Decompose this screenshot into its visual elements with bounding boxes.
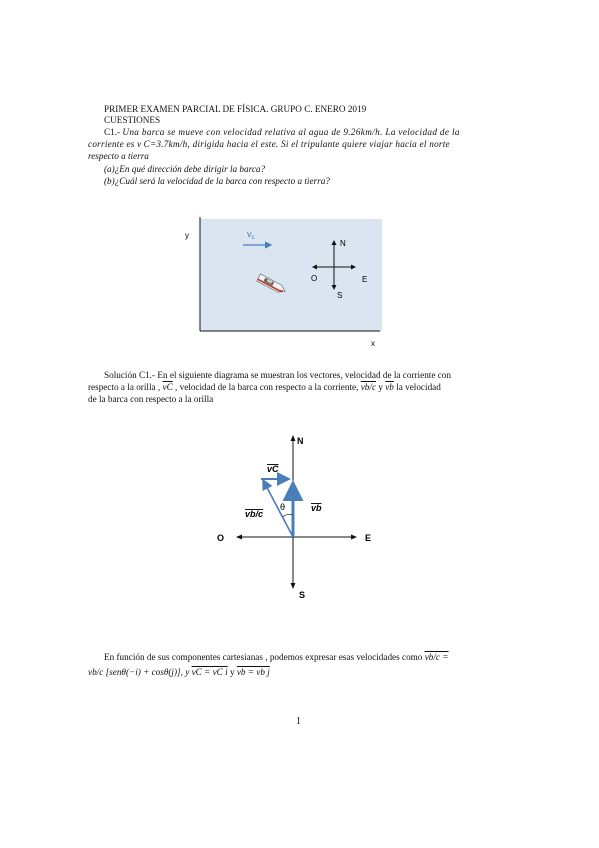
- north-label: N: [297, 436, 304, 446]
- section-title: CUESTIONES: [104, 115, 161, 125]
- question-text-1: Una barca se mueve con velocidad relativa al agua de 9.26km/h. La velocidad de la: [122, 127, 460, 137]
- solution-line-3: de la barca con respecto a la orilla: [88, 394, 214, 404]
- water-area: [200, 219, 382, 331]
- components-and: y: [229, 667, 235, 677]
- east-label: E: [365, 533, 372, 543]
- question-label: C1.-: [104, 127, 121, 137]
- question-line-2: corriente es v C=3.7km/h, dirigida hacia el este. Si el tripulante quiere viajar hacia el norte: [88, 139, 450, 149]
- solution-text-2c: y: [378, 382, 383, 392]
- components-line-2: [88, 666, 270, 678]
- theta-label: θ: [280, 502, 286, 512]
- page-number: 1: [296, 716, 301, 727]
- question-line-1: [104, 126, 460, 138]
- current-label: $v_c$: [247, 229, 255, 241]
- south-label: S: [299, 590, 306, 600]
- exam-title: PRIMER EXAMEN PARCIAL DE FÍSICA. GRUPO C. ENERO 2019: [104, 104, 367, 114]
- vc-symbol: $\overline{vC}$: [162, 382, 173, 392]
- boat-figure: [175, 212, 395, 352]
- vbc-vector: [263, 480, 293, 537]
- vb-symbol: $\overline{vb}$: [385, 382, 394, 392]
- vc-label: vC: [267, 464, 279, 474]
- solution-label: Solución C1.-: [104, 370, 156, 380]
- compass-south: S: [337, 291, 343, 300]
- solution-text-2b: , velocidad de la barca con respecto a la corriente,: [175, 382, 359, 392]
- solution-text-1: En el siguiente diagrama se muestran los vectores, velocidad de la corriente con: [157, 370, 451, 380]
- west-label: O: [217, 533, 225, 543]
- vbc-label: vb/c: [245, 509, 264, 519]
- vbc-symbol: vb/c: [360, 382, 377, 392]
- components-expr: [senθ(−i) + cosθ(j)], y: [105, 667, 190, 677]
- solution-text-2d: la velocidad: [396, 382, 441, 392]
- components-eq-1: vb/c =: [424, 652, 449, 662]
- x-axis-label: x: [371, 339, 375, 348]
- compass-west: O: [311, 274, 318, 283]
- y-axis-label: y: [185, 231, 189, 240]
- solution-line-2: [88, 381, 441, 393]
- vb-label: vb: [311, 503, 322, 513]
- vector-figure: [205, 425, 385, 610]
- components-vbc: vb/c: [88, 667, 104, 677]
- solution-line-1: [104, 369, 451, 381]
- components-text-1: En función de sus componentes cartesianas , podemos expresar esas velocidades como: [104, 652, 423, 662]
- compass-east: E: [362, 275, 368, 284]
- question-part-a: (a)¿En qué dirección debe dirigir la barca?: [104, 164, 266, 174]
- solution-text-2a: respecto a la orilla ,: [88, 382, 161, 392]
- question-line-3: respecto a tierra: [88, 151, 149, 161]
- components-line-1: [104, 651, 449, 663]
- components-vc: vC = vC i: [191, 667, 228, 677]
- compass-north: N: [340, 239, 346, 248]
- components-vb: vb = vb j: [236, 667, 270, 677]
- question-part-b: (b)¿Cuál será la velocidad de la barca con respecto a tierra?: [104, 176, 330, 186]
